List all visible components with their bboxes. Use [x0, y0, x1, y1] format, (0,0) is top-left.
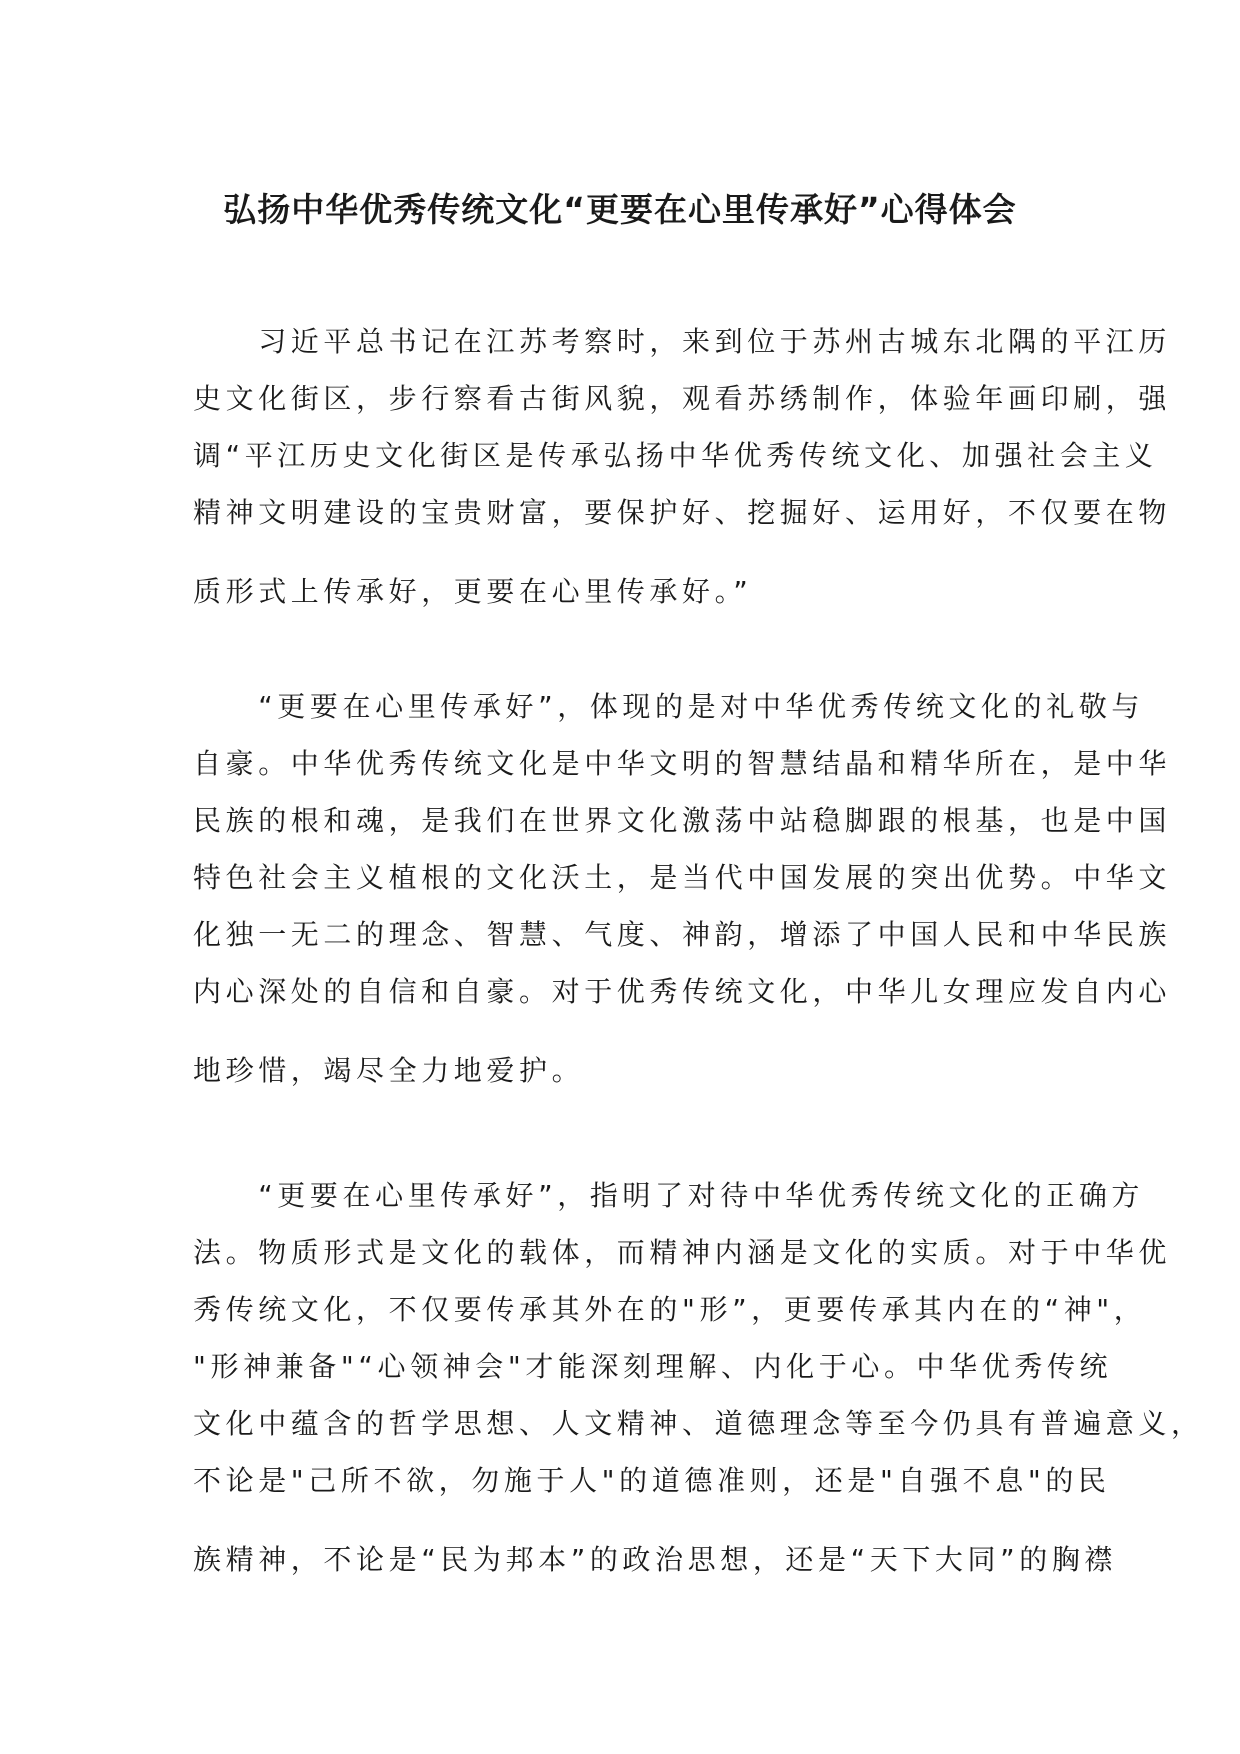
paragraph-line: 精神文明建设的宝贵财富，要保护好、挖掘好、运用好，不仅要在物: [193, 496, 1172, 529]
paragraph-line: 内心深处的自信和自豪。对于优秀传统文化，中华儿女理应发自内心: [193, 975, 1172, 1008]
paragraph-line: 文化中蕴含的哲学思想、人文精神、道德理念等至今仍具有普遍意义，: [193, 1407, 1204, 1440]
paragraph-3: [193, 1167, 1204, 1588]
paragraph-line: 特色社会主义植根的文化沃土，是当代中国发展的突出优势。中华文: [193, 861, 1172, 894]
paragraph-line: "形神兼备"“心领神会"才能深刻理解、内化于心。中华优秀传统: [193, 1350, 1113, 1383]
paragraph-line: 不论是"己所不欲，勿施于人"的道德准则，还是"自强不息"的民: [193, 1464, 1111, 1497]
paragraph-line: 史文化街区，步行察看古街风貌，观看苏绣制作，体验年画印刷，强: [193, 382, 1172, 415]
paragraph-line: 地珍惜，竭尽全力地爱护。: [193, 1054, 585, 1087]
paragraph-1: [193, 313, 1172, 620]
paragraph-line: 自豪。中华优秀传统文化是中华文明的智慧结晶和精华所在，是中华: [193, 747, 1172, 780]
paragraph-line: 质形式上传承好，更要在心里传承好。”: [193, 575, 753, 608]
paragraph-line: “更要在心里传承好”，指明了对待中华优秀传统文化的正确方: [193, 1179, 1145, 1212]
paragraph-line: 族精神，不论是“民为邦本”的政治思想，还是“天下大同”的胸襟: [193, 1543, 1118, 1576]
paragraph-line: 秀传统文化，不仅要传承其外在的"形”，更要传承其内在的“神"，: [193, 1293, 1147, 1326]
paragraph-line: 民族的根和魂，是我们在世界文化激荡中站稳脚跟的根基，也是中国: [193, 804, 1172, 837]
paragraph-line: 化独一无二的理念、智慧、气度、神韵，增添了中国人民和中华民族: [193, 918, 1172, 951]
paragraph-line: “更要在心里传承好”，体现的是对中华优秀传统文化的礼敬与: [193, 690, 1145, 723]
paragraph-2: [193, 678, 1172, 1099]
paragraph-line: 法。物质形式是文化的载体，而精神内涵是文化的实质。对于中华优: [193, 1236, 1172, 1269]
paragraph-line: 调“平江历史文化街区是传承弘扬中华优秀传统文化、加强社会主义: [193, 439, 1158, 472]
document-title: 弘扬中华优秀传统文化“更要在心里传承好”心得体会: [223, 190, 1017, 229]
paragraph-line: 习近平总书记在江苏考察时，来到位于苏州古城东北隅的平江历: [193, 325, 1172, 358]
